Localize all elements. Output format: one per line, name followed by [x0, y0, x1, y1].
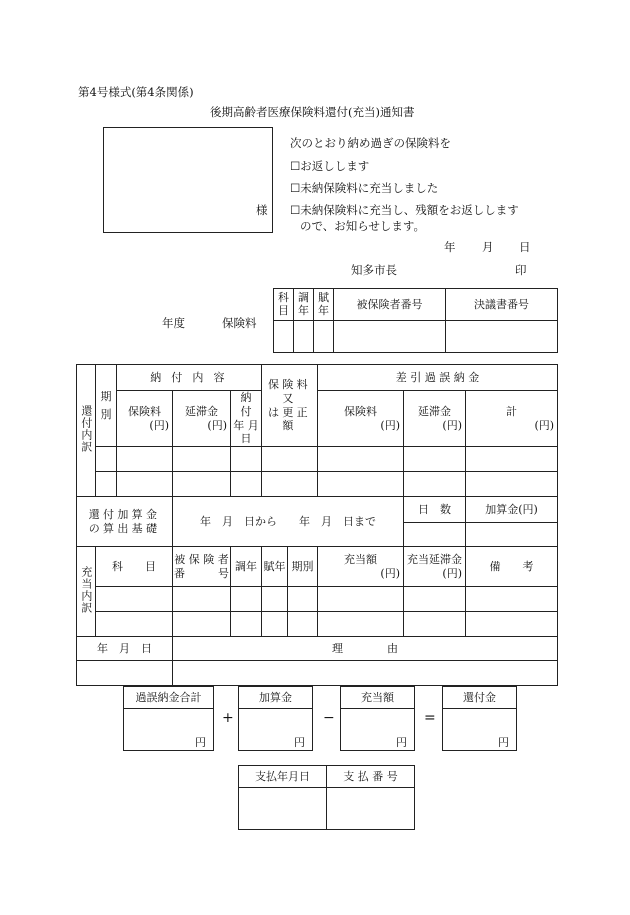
reason-date-cell[interactable]	[77, 661, 173, 686]
cell-levy-year[interactable]	[314, 321, 334, 353]
total-overpayment-cell[interactable]: 円	[124, 709, 214, 751]
header-net-late-fee: 延滞金 (円)	[404, 391, 466, 447]
header-payment-number: 支 払 番 号	[327, 766, 415, 788]
header-reason-date: 年 月 日	[77, 637, 173, 661]
interest-cell[interactable]: 円	[239, 709, 313, 751]
refund-cell[interactable]	[173, 472, 231, 497]
addressee-honorific: 様	[256, 203, 268, 217]
refund-amount-cell[interactable]: 円	[443, 709, 517, 751]
applied-cell[interactable]	[318, 587, 404, 612]
header-premium: 保険料 (円)	[117, 391, 173, 447]
notice-closing: ので、お知らせします。	[300, 219, 426, 233]
refund-breakdown-side-label: 還付内訳	[77, 365, 96, 497]
refund-amount-box	[442, 686, 517, 751]
premium-label: 保険料	[222, 316, 257, 330]
cell-subject[interactable]	[274, 321, 294, 353]
header-applied-levy-year: 賦年	[262, 547, 288, 587]
refund-cell[interactable]	[231, 472, 262, 497]
applied-cell[interactable]	[96, 587, 173, 612]
applied-cell[interactable]	[231, 612, 262, 637]
header-late-fee: 延滞金 (円)	[173, 391, 231, 447]
header-interest-amount: 加算金(円)	[466, 497, 558, 523]
interest-box	[238, 686, 313, 751]
interest-amount-cell[interactable]	[466, 523, 558, 547]
option-refund: ☐お返しします	[290, 159, 370, 173]
header-net-overpayment: 差 引 過 誤 納 金	[318, 365, 558, 391]
cell-insured-number[interactable]	[334, 321, 446, 353]
header-applied-insured-number: 被 保 険 者 番 号	[173, 547, 231, 587]
applied-cell[interactable]	[173, 587, 231, 612]
cell-assessment-year[interactable]	[294, 321, 314, 353]
applied-cell[interactable]	[96, 612, 173, 637]
header-total: 計 (円)	[466, 391, 558, 447]
date-day: 日	[519, 240, 531, 254]
main-table	[76, 364, 558, 686]
payment-box	[238, 765, 415, 830]
form-number: 第4号様式(第4条関係)	[78, 85, 194, 99]
interest-basis-label: 還付加算金 の算出基礎	[77, 497, 173, 547]
header-applied-assessment-year: 調年	[231, 547, 262, 587]
applied-breakdown-side-label: 充当内訳	[77, 547, 96, 637]
notice-line: 次のとおり納め過ぎの保険料を	[290, 136, 451, 150]
payment-date-cell[interactable]	[239, 788, 327, 830]
header-interest: 加算金	[239, 687, 313, 709]
header-period: 期別	[96, 365, 117, 447]
header-applied-total: 充当額	[341, 687, 415, 709]
applied-cell[interactable]	[231, 587, 262, 612]
header-applied-period: 期別	[288, 547, 318, 587]
refund-cell[interactable]	[231, 447, 262, 472]
header-applied-amount: 充当額 (円)	[318, 547, 404, 587]
refund-cell[interactable]	[466, 472, 558, 497]
header-remarks: 備 考	[466, 547, 558, 587]
header-payment-details: 納 付 内 容	[117, 365, 262, 391]
refund-cell[interactable]	[262, 447, 318, 472]
refund-cell[interactable]	[466, 447, 558, 472]
plus-sign: +	[222, 710, 234, 726]
date-month: 月	[482, 240, 494, 254]
applied-cell[interactable]	[404, 612, 466, 637]
refund-cell[interactable]	[318, 472, 404, 497]
refund-cell[interactable]	[96, 447, 117, 472]
applied-amount-box	[340, 686, 415, 751]
applied-total-cell[interactable]: 円	[341, 709, 415, 751]
days-cell[interactable]	[404, 523, 466, 547]
header-net-premium: 保険料 (円)	[318, 391, 404, 447]
refund-cell[interactable]	[173, 447, 231, 472]
total-overpayment-box	[123, 686, 214, 751]
applied-cell[interactable]	[466, 587, 558, 612]
refund-cell[interactable]	[318, 447, 404, 472]
header-levy-year: 賦年	[314, 289, 334, 321]
header-corrected-amount: 保険料又 は更正額	[262, 365, 318, 447]
interest-period: 年 月 日から 年 月 日まで	[173, 497, 404, 547]
refund-cell[interactable]	[404, 447, 466, 472]
applied-cell[interactable]	[262, 612, 288, 637]
option-applied: ☐未納保険料に充当しました	[290, 181, 439, 195]
date-year: 年	[444, 240, 456, 254]
header-payment-date: 納 付 年 月 日	[231, 391, 262, 447]
applied-cell[interactable]	[288, 612, 318, 637]
header-reason: 理 由	[173, 637, 558, 661]
applied-cell[interactable]	[262, 587, 288, 612]
code-table	[273, 288, 558, 353]
refund-cell[interactable]	[404, 472, 466, 497]
header-refund-amount: 還付金	[443, 687, 517, 709]
refund-cell[interactable]	[262, 472, 318, 497]
header-payment-date: 支払年月日	[239, 766, 327, 788]
header-subject: 科目	[274, 289, 294, 321]
reason-cell[interactable]	[173, 661, 558, 686]
document-title: 後期高齢者医療保険料還付(充当)通知書	[210, 105, 415, 119]
header-days: 日 数	[404, 497, 466, 523]
equals-sign: =	[424, 710, 436, 726]
payment-number-cell[interactable]	[327, 788, 415, 830]
cell-resolution-number[interactable]	[446, 321, 558, 353]
issuer-name: 知多市長	[351, 263, 397, 277]
header-resolution-number: 決議書番号	[446, 289, 558, 321]
header-applied-late-fee: 充当延滞金 (円)	[404, 547, 466, 587]
refund-cell[interactable]	[96, 472, 117, 497]
refund-cell[interactable]	[117, 472, 173, 497]
header-assessment-year: 調年	[294, 289, 314, 321]
addressee-box	[103, 127, 273, 233]
applied-cell[interactable]	[318, 612, 404, 637]
fiscal-year-label: 年度	[162, 316, 185, 330]
refund-cell[interactable]	[117, 447, 173, 472]
applied-cell[interactable]	[466, 612, 558, 637]
applied-cell[interactable]	[404, 587, 466, 612]
option-applied-refund: ☐未納保険料に充当し、残額をお返しします	[290, 203, 519, 217]
minus-sign: −	[323, 710, 335, 726]
seal-mark: 印	[515, 263, 527, 277]
applied-cell[interactable]	[173, 612, 231, 637]
applied-cell[interactable]	[288, 587, 318, 612]
header-applied-subject: 科 目	[96, 547, 173, 587]
header-total-overpayment: 過誤納金合計	[124, 687, 214, 709]
header-insured-number: 被保険者番号	[334, 289, 446, 321]
